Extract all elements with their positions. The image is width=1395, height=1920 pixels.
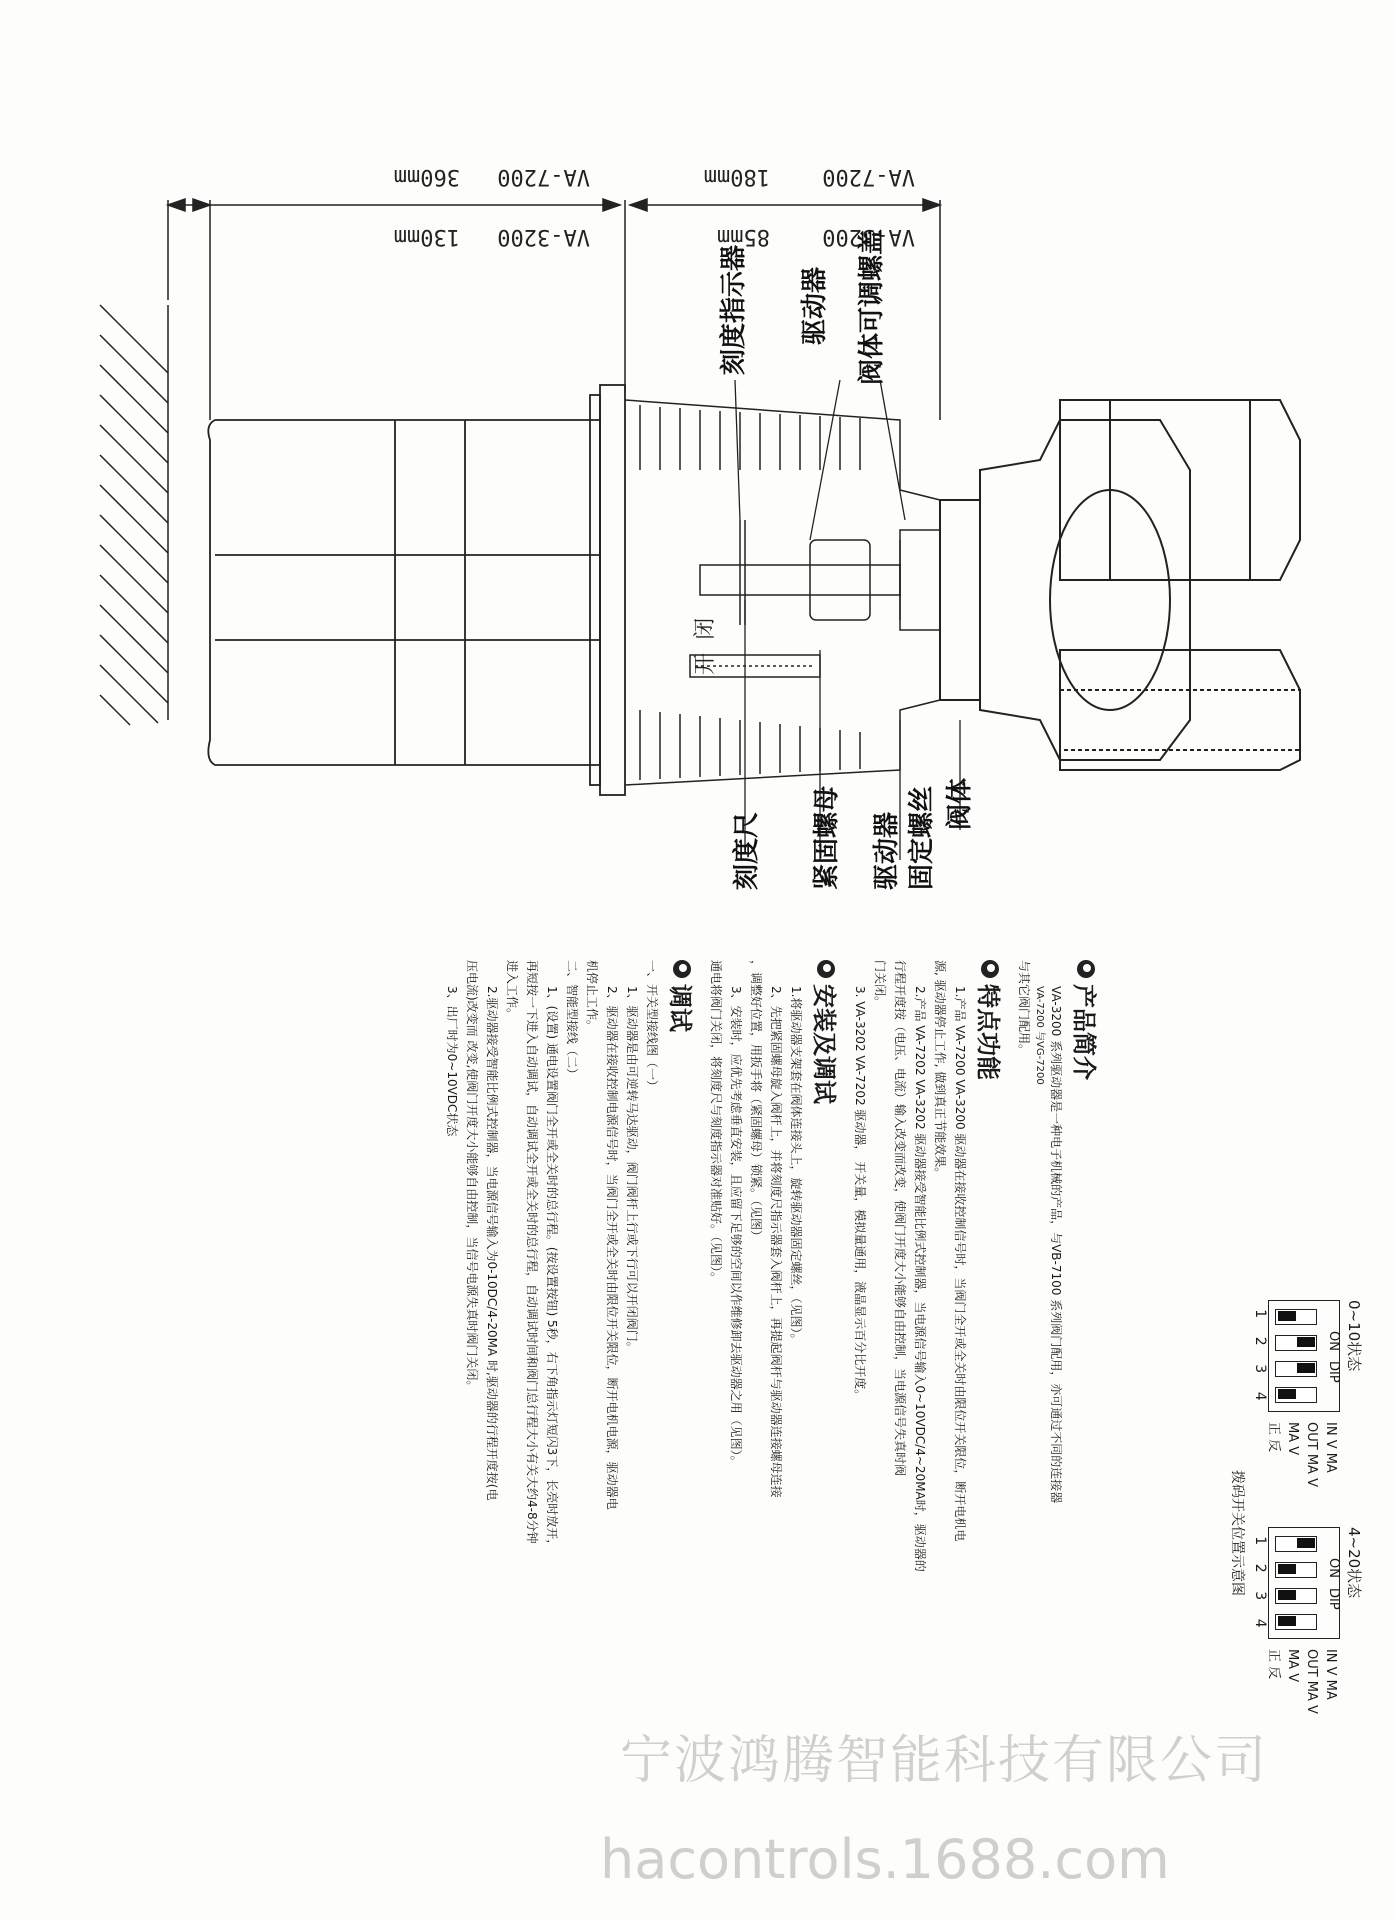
dim-model-4: VA-3200 [822,224,915,249]
valve-body [940,400,1300,770]
bullet-icon [982,960,1000,978]
features-line-3: 2.产品 VA-7202 VA-3202 驱动器接受智能比例式控制器，当电源信号输入0~10VDC/4~20MA时，驱动器的 [913,986,927,1572]
dip-on-label: ON [1326,1557,1341,1578]
dip-block-0-10 [1252,1300,1365,1487]
section-features-title: 特点功能 [973,960,1008,1860]
dip-switch-4[interactable] [1275,1614,1317,1630]
label-actuator-screw-2: 固定螺丝 [907,785,937,890]
dip-switch-2[interactable] [1275,1335,1317,1351]
bullet-icon [674,960,692,978]
watermark-site: hacontrols.1688.com [600,1828,1170,1891]
dim-value-2: 130mm [393,224,460,249]
dip-dip-label: DIP [1326,1587,1341,1610]
features-line-5: 门关闭。 [873,960,887,1009]
dip-switch-1[interactable] [1275,1536,1317,1552]
intro-line-2: 与其它阀门配用。 [1017,960,1031,1057]
actuator-housing [208,385,625,795]
debug-line-11: 3、出厂时为0~10VDC状态 [445,986,459,1137]
section-intro-title: 产品简介 [1069,960,1104,1860]
debug-line-5: 二、智能型接线（二） [565,960,579,1081]
dip-switch-1[interactable] [1275,1309,1317,1325]
features-line-2: 源, 驱动器停止工作, 做到真正节能效果。 [933,960,947,1180]
install-line-3: ，调整好位置，用扳手将（紧固螺母）锁紧。（见图） [749,960,763,1243]
dip-switch-box [1268,1300,1340,1412]
section-debug-title: 调试 [665,960,700,1860]
dip-footer: 拨码开关位置示意图 [1229,1470,1245,1596]
debug-line-7: 再短按一下进入自动调试，自动调试全开或全关时的总行程，自动调试时间和阀门总行程大小有关大约4-8分钟 [525,960,539,1544]
debug-line-9: 2.驱动器接受智能比例式控制器，当电源信号输入为0-10DC/4-20MA 时,驱动器的行程开度按(电 [485,986,499,1501]
actuator-bracket [625,400,940,785]
dip-numbers: 1 2 3 4 [1252,1309,1268,1401]
dip-legend-0-10: IN V MA OUT MA V MA V 正 反 [1266,1422,1338,1487]
features-line-6: 3. VA-3202 VA-7202 驱动器， 开关量，模拟量通用，液晶显示百分比开度。 [853,986,867,1402]
section-install-title: 安装及调试 [809,960,844,1860]
wall-hatch [100,305,168,725]
label-actuator: 驱动器 [800,266,830,345]
dim-model-3: VA-7200 [822,164,915,189]
intro-line-1: VA-3200 系列驱动器是一种电子机械的产品，与VB-7100 系列阀门配用，亦可通过不同的连接器 [1049,986,1063,1504]
dip-switch-3[interactable] [1275,1361,1317,1377]
dip-switch-2[interactable] [1275,1562,1317,1578]
dip-dip-label: DIP [1326,1361,1341,1383]
install-line-1: 1.将驱动器支架套在阀体连接头上，旋转驱动器固定螺丝，（见图）。 [789,986,803,1346]
dip-switch-box [1268,1527,1340,1639]
debug-line-6: 1、(设置) 通电设置阀门全开或全关时的总行程。(按设置按钮) 5秒，右下角指示灯短闪3下，长亮时放开， [545,986,559,1552]
bullet-icon [818,960,836,978]
scale-mark: 开 闭 [693,617,718,675]
debug-line-10: 压电流)改变而 改变,使阀门开度大小能够自由控制，当信号电源失真时阀门关闭。 [465,960,479,1393]
install-line-2: 2、先把紧固螺母旋入阀杆上，并将刻度尺指示器套入阀杆上，再提起阀杆与驱动器连接螺母连接 [769,986,783,1498]
debug-line-2: 1、驱动器是由可逆转马达驱动，阀门阀杆上行或下行可以开闭阀门。 [625,986,639,1354]
debug-line-3: 2、驱动器在接收控制电源信号时，当阀门全开或全关时由限位开关限位，断开电机电源，驱动器电 [605,986,619,1510]
dim-model-1: VA-7200 [497,164,590,189]
dim-value-3: 180mm [703,164,770,189]
dim-value-4: 85mm [717,224,770,249]
bullet-icon [1078,960,1096,978]
label-valve-stem-cap: 阀体可调螺盖 [857,228,887,385]
dip-on-label: ON [1326,1331,1341,1351]
install-line-5: 通电将阀门关闭，将刻度尺与刻度指示器对准贴好。（见图）。 [709,960,723,1285]
features-line-1: 1.产品 VA-7200 VA-3200 驱动器在接收控制信号时，当阀门全开或全关时由限位开关限位，断开电机电 [953,986,967,1542]
dip-caption-4-20: 4~20状态 [1345,1526,1363,1599]
part-labels [718,229,975,890]
dim-value-1: 360mm [393,164,460,189]
watermark-company: 宁波鸿腾智能科技有限公司 [620,1731,1269,1791]
dimension-texts [394,164,915,249]
dim-model-2: VA-3200 [497,224,590,249]
debug-line-1: 一、开关型接线图（一） [645,960,659,1093]
label-actuator-screw-1: 驱动器 [872,811,902,890]
label-lock-nut: 紧固螺母 [812,785,842,890]
dip-legend-4-20: IN V MA OUT MA V MA V 正 反 [1266,1648,1338,1714]
dip-switch-3[interactable] [1275,1588,1317,1604]
features-line-4: 行程开度按（电压、电流）输入改变而改变，使阀门开度大小能够自由控制，当电源信号失真时阀 [893,960,907,1477]
dip-caption-0-10: 0~10状态 [1345,1300,1363,1372]
debug-line-4: 机停止工作。 [585,960,599,1033]
label-valve-body: 阀体 [945,777,975,830]
install-line-4: 3、安装时，应优先考虑垂直安装，且应留下足够的空间以作维修卸去驱动器之用（见图）。 [729,986,743,1468]
valve-stem [690,520,940,677]
intro-line-1b: VA-7200 与VG-7200 [1034,986,1045,1085]
actuator-drawing [0,0,1395,900]
label-scale-indicator: 刻度指示器 [719,244,749,375]
dip-switch-4[interactable] [1275,1387,1317,1403]
dip-block-4-20 [1252,1527,1365,1714]
dip-numbers: 1 2 3 4 [1252,1536,1268,1628]
label-scale-ruler: 刻度尺 [732,811,762,890]
debug-line-8: 进入工作。 [505,960,519,1021]
